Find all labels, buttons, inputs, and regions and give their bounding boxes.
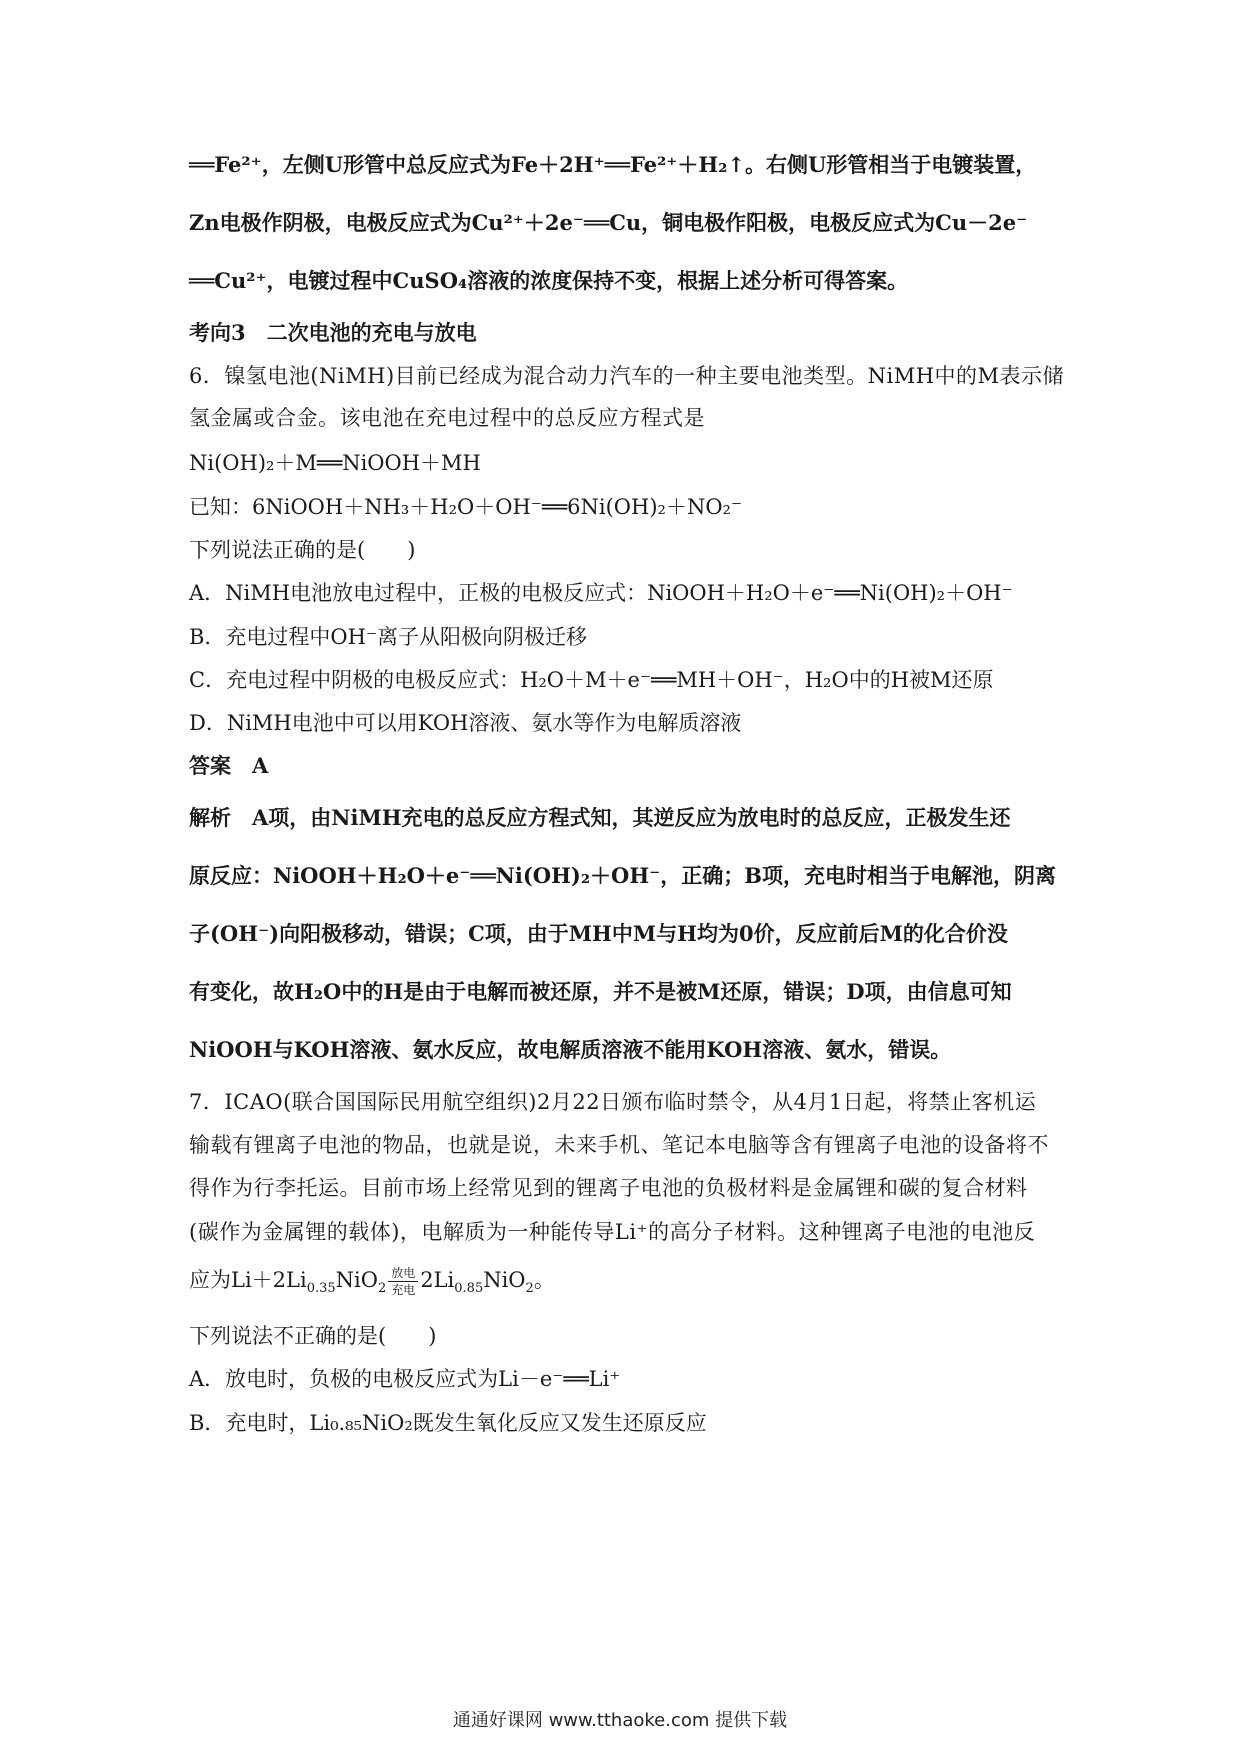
q7-stem-line-2: 输载有锂离子电池的物品，也就是说，未来手机、笔记本电脑等含有锂离子电池的设备将不 [189, 1133, 1049, 1157]
q6-option-d: D．NiMH电池中可以用KOH溶液、氨水等作为电解质溶液 [189, 711, 742, 735]
q7-reaction-mid: NiO [335, 1268, 378, 1292]
q7-prompt: 下列说法不正确的是( ) [189, 1324, 437, 1348]
reversible-arrow [388, 1266, 418, 1297]
q7-reaction-sub-1: 0.35 [306, 1281, 336, 1297]
q6-prompt: 下列说法正确的是( ) [189, 538, 416, 562]
q7-product-sub-o: 2 [525, 1281, 534, 1297]
q7-stem-line-1: 7．ICAO(联合国国际民用航空组织)2月22日颁布临时禁令，从4月1日起，将禁止客机运 [189, 1090, 1037, 1114]
footer-watermark: 通通好课网 www.tthaoke.com 提供下载 [452, 1710, 788, 1731]
q6-analysis-line-3: 子(OH⁻)向阳极移动，错误；C项，由于MH中M与H均为0价，反应前后M的化合价没 [189, 921, 1008, 946]
q7-reaction-sub-o: 2 [377, 1281, 387, 1297]
q6-option-a: A．NiMH电池放电过程中，正极的电极反应式：NiOOH＋H₂O＋e⁻══Ni(OH)₂＋OH⁻ [189, 581, 1013, 605]
q7-reaction [189, 1258, 1059, 1311]
q6-stem-line-2: 氢金属或合金。该电池在充电过程中的总反应方程式是 [189, 406, 705, 430]
prev-analysis-line-1: ══Fe²⁺，左侧U形管中总反应式为Fe＋2H⁺══Fe²⁺＋H₂↑。右侧U形管相当于电镀装置， [189, 152, 1037, 177]
q7-option-a: A．放电时，负极的电极反应式为Li－e⁻══Li⁺ [189, 1367, 621, 1391]
q7-stem-line-3: 得作为行李托运。目前市场上经常见到的锂离子电池的负极材料是金属锂和碳的复合材料 [189, 1176, 1028, 1200]
q6-equation: Ni(OH)₂＋M══NiOOH＋MH [189, 451, 481, 475]
arrow-label-discharge: 放电 [391, 1266, 416, 1280]
q7-reaction-end: 。 [533, 1268, 555, 1292]
q6-analysis-line-2: 原反应：NiOOH＋H₂O＋e⁻══Ni(OH)₂＋OH⁻，正确；B项，充电时相当于电解池，阴离 [189, 863, 1057, 888]
arrow-label-charge: 充电 [391, 1283, 416, 1297]
q7-product-suffix: NiO [483, 1268, 526, 1292]
arrow-line [388, 1281, 418, 1282]
q7-option-b: B．充电时，Li₀.₈₅NiO₂既发生氧化反应又发生还原反应 [189, 1411, 707, 1435]
q6-analysis-line-5: NiOOH与KOH溶液、氨水反应，故电解质溶液不能用KOH溶液、氨水，错误。 [189, 1037, 952, 1062]
q6-option-c: C．充电过程中阴极的电极反应式：H₂O＋M＋e⁻══MH＋OH⁻，H₂O中的H被M还原 [189, 668, 994, 692]
q6-analysis-line-1: 解析 A项，由NiMH充电的总反应方程式知，其逆反应为放电时的总反应，正极发生还 [189, 805, 1011, 830]
q7-product-prefix: 2Li [420, 1268, 455, 1292]
q6-stem-line-1: 6．镍氢电池(NiMH)目前已经成为混合动力汽车的一种主要电池类型。NiMH中的M表示储 [189, 364, 1065, 388]
q6-known: 已知：6NiOOH＋NH₃＋H₂O＋OH⁻══6Ni(OH)₂＋NO₂⁻ [189, 495, 743, 519]
q6-option-b: B．充电过程中OH⁻离子从阳极向阴极迁移 [189, 625, 588, 649]
q6-analysis-line-4: 有变化，故H₂O中的H是由于电解而被还原，并不是被M还原，错误；D项，由信息可知 [189, 979, 1012, 1004]
prev-analysis-line-3: ══Cu²⁺，电镀过程中CuSO₄溶液的浓度保持不变，根据上述分析可得答案。 [189, 268, 909, 293]
q7-product-sub: 0.85 [454, 1281, 484, 1297]
section-heading: 考向3 二次电池的充电与放电 [189, 320, 477, 345]
q7-reaction-prefix: 应为Li＋2Li [189, 1268, 307, 1292]
q7-stem-line-4: (碳作为金属锂的载体)，电解质为一种能传导Li⁺的高分子材料。这种锂离子电池的电池反 [189, 1220, 1036, 1244]
q6-answer: 答案 A [189, 753, 269, 778]
prev-analysis-line-2: Zn电极作阴极，电极反应式为Cu²⁺＋2e⁻══Cu，铜电极作阳极，电极反应式为Cu－2e⁻ [189, 210, 1028, 235]
